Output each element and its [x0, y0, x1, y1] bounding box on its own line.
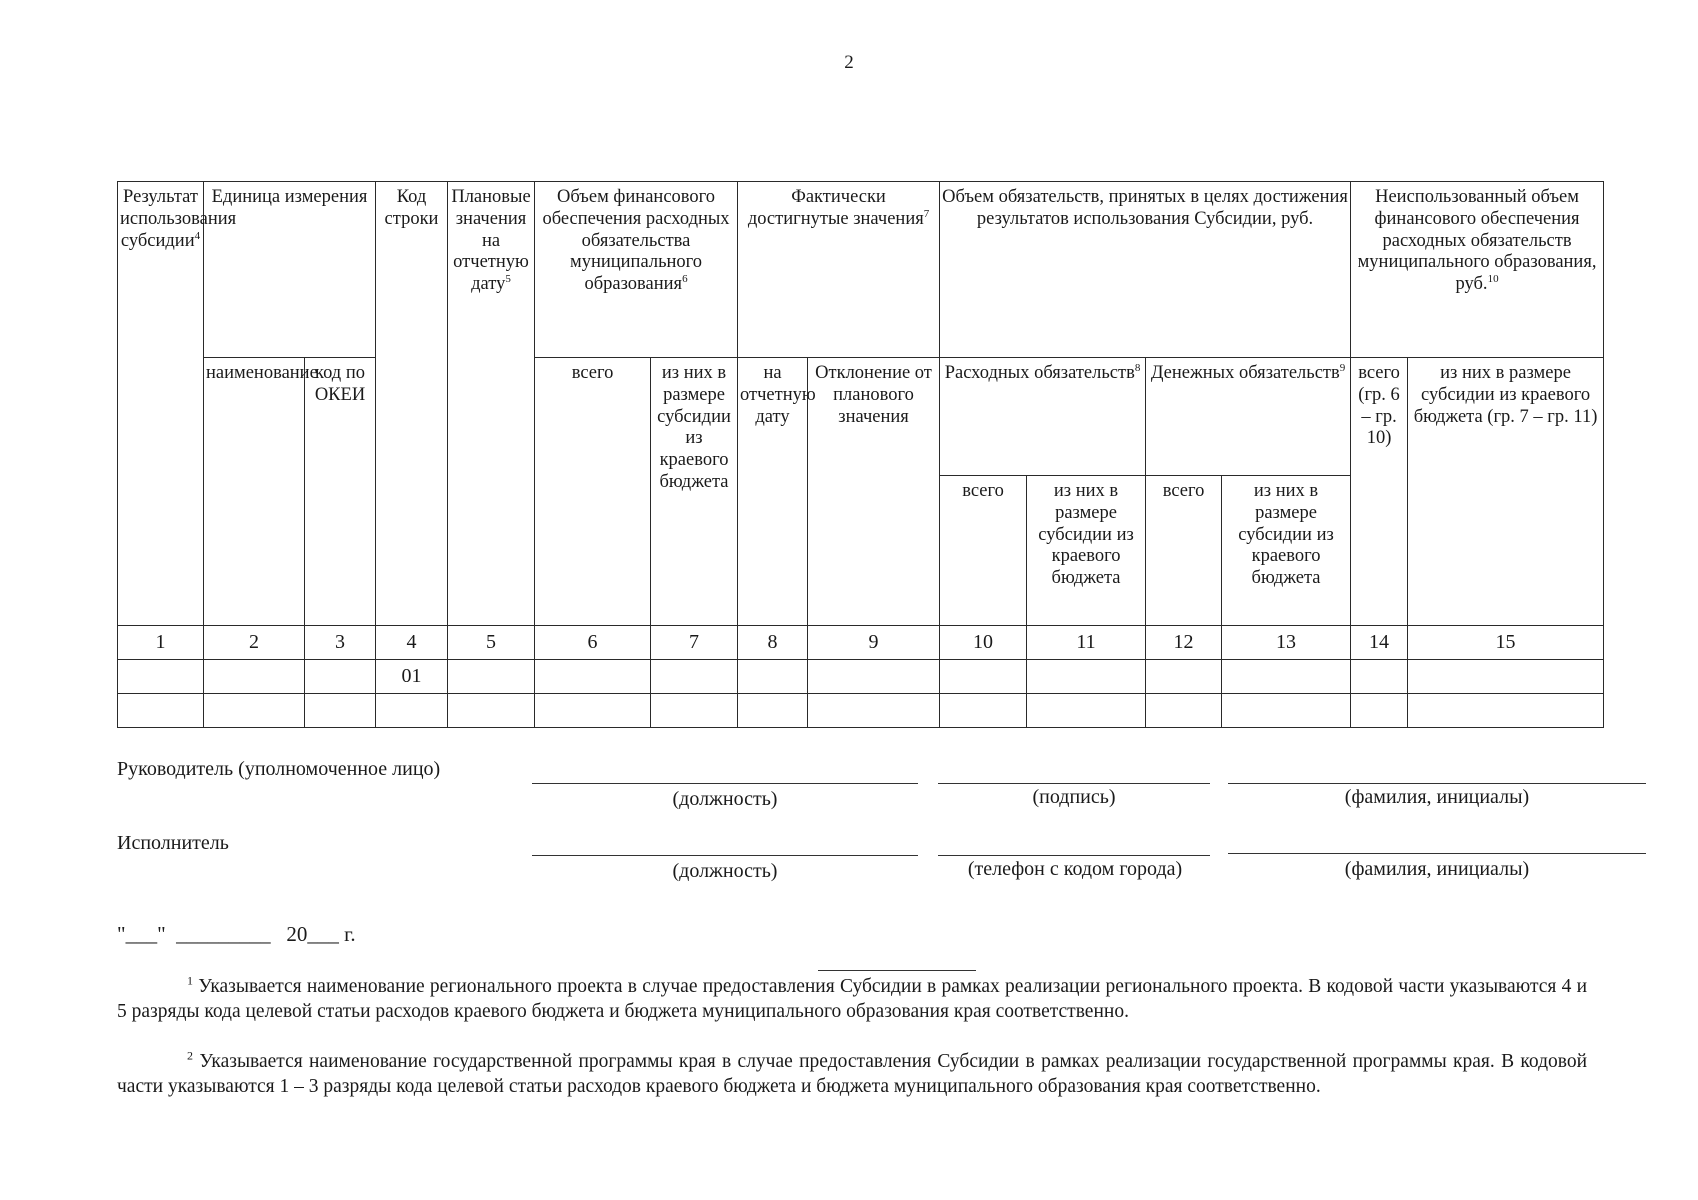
page-number: 2	[844, 52, 854, 73]
header-actual-date: на отчетную дату	[738, 358, 808, 626]
header-unit: Единица измерения	[204, 182, 376, 358]
footnote-separator	[818, 970, 976, 971]
header-exp-subsidy: из них в размере субсидии из краевого бюджета	[1027, 476, 1146, 626]
header-unused-subsidy: из них в размере субсидии из краевого бюджета (гр. 7 – гр. 11)	[1408, 358, 1604, 626]
footnote-2: $^2$ Указывается наименование государственной программы края в случае предоставления Субсидии в рамках реализации государственной программы края. В кодовой части указываются 1 – 3 разряды кода целевой статьи расходов краевого бюджета и бюджета муниципального образования края соответственно.	[117, 1048, 1587, 1097]
footnote-1: $^1$ Указывается наименование регионального проекта в случае предоставления Субсидии в рамках реализации регионального проекта. В кодовой части указываются 4 и 5 разряды кода целевой статьи расходов краевого бюджета и бюджета муниципального образования края соответственно.	[117, 973, 1588, 1022]
col-num-10: 10	[940, 626, 1027, 660]
header-obligations: Объем обязательств, принятых в целях достижения результатов использования Субсидии, руб.	[940, 182, 1351, 358]
col-num-2: 2	[204, 626, 305, 660]
col-num-1: 1	[118, 626, 204, 660]
header-actual-deviation: Отклонение от планового значения	[808, 358, 940, 626]
header-unit-code: код по ОКЕИ	[305, 358, 376, 626]
subsidy-report-table	[117, 181, 1604, 728]
col-num-4: 4	[376, 626, 448, 660]
header-plan: Плановые значения на отчетную дату$^5$	[448, 182, 535, 626]
head-position-line	[532, 783, 918, 784]
col-num-7: 7	[651, 626, 738, 660]
executor-phone-line	[938, 855, 1210, 856]
col-num-6: 6	[535, 626, 651, 660]
header-row-code: Код строки	[376, 182, 448, 626]
col-num-5: 5	[448, 626, 535, 660]
table-row	[118, 694, 1604, 728]
header-actual: Фактически достигнутые значения$^7$	[738, 182, 940, 358]
head-name-caption: (фамилия, инициалы)	[1344, 786, 1530, 808]
executor-label: Исполнитель	[117, 832, 229, 854]
header-unused: Неиспользованный объем финансового обеспечения расходных обязательств муниципального образования, руб.$^{10}$	[1351, 182, 1604, 358]
head-position-caption: (должность)	[672, 788, 778, 810]
header-exp-total: всего	[940, 476, 1027, 626]
header-financing: Объем финансового обеспечения расходных обязательства муниципального образования$^6$	[535, 182, 738, 358]
header-cash-obligations: Денежных обязательств$^9$	[1146, 358, 1351, 476]
table-row	[118, 660, 1604, 694]
header-expense-obligations: Расходных обязательств$^8$	[940, 358, 1146, 476]
col-num-13: 13	[1222, 626, 1351, 660]
head-signature-caption: (подпись)	[1032, 786, 1116, 808]
col-num-11: 11	[1027, 626, 1146, 660]
header-cash-total: всего	[1146, 476, 1222, 626]
header-fin-subsidy: из них в размере субсидии из краевого бюджета	[651, 358, 738, 626]
col-num-8: 8	[738, 626, 808, 660]
header-cash-subsidy: из них в размере субсидии из краевого бюджета	[1222, 476, 1351, 626]
executor-position-line	[532, 855, 918, 856]
executor-position-caption: (должность)	[672, 860, 778, 882]
head-name-line	[1228, 783, 1646, 784]
head-label: Руководитель (уполномоченное лицо)	[117, 758, 441, 780]
header-result: Результат использования субсидии$^4$	[118, 182, 204, 626]
col-num-3: 3	[305, 626, 376, 660]
head-signature-line	[938, 783, 1210, 784]
col-num-14: 14	[1351, 626, 1408, 660]
executor-name-caption: (фамилия, инициалы)	[1344, 858, 1530, 880]
executor-name-line	[1228, 853, 1646, 854]
col-num-15: 15	[1408, 626, 1604, 660]
column-number-row	[118, 626, 1604, 660]
col-num-9: 9	[808, 626, 940, 660]
row-code-cell: 01	[376, 660, 448, 694]
date-line: "___" _________ 20___ г.	[117, 922, 356, 946]
header-unit-name: наименование	[204, 358, 305, 626]
executor-phone-caption: (телефон с кодом города)	[967, 858, 1183, 880]
header-fin-total: всего	[535, 358, 651, 626]
col-num-12: 12	[1146, 626, 1222, 660]
header-unused-total: всего (гр. 6 – гр. 10)	[1351, 358, 1408, 626]
